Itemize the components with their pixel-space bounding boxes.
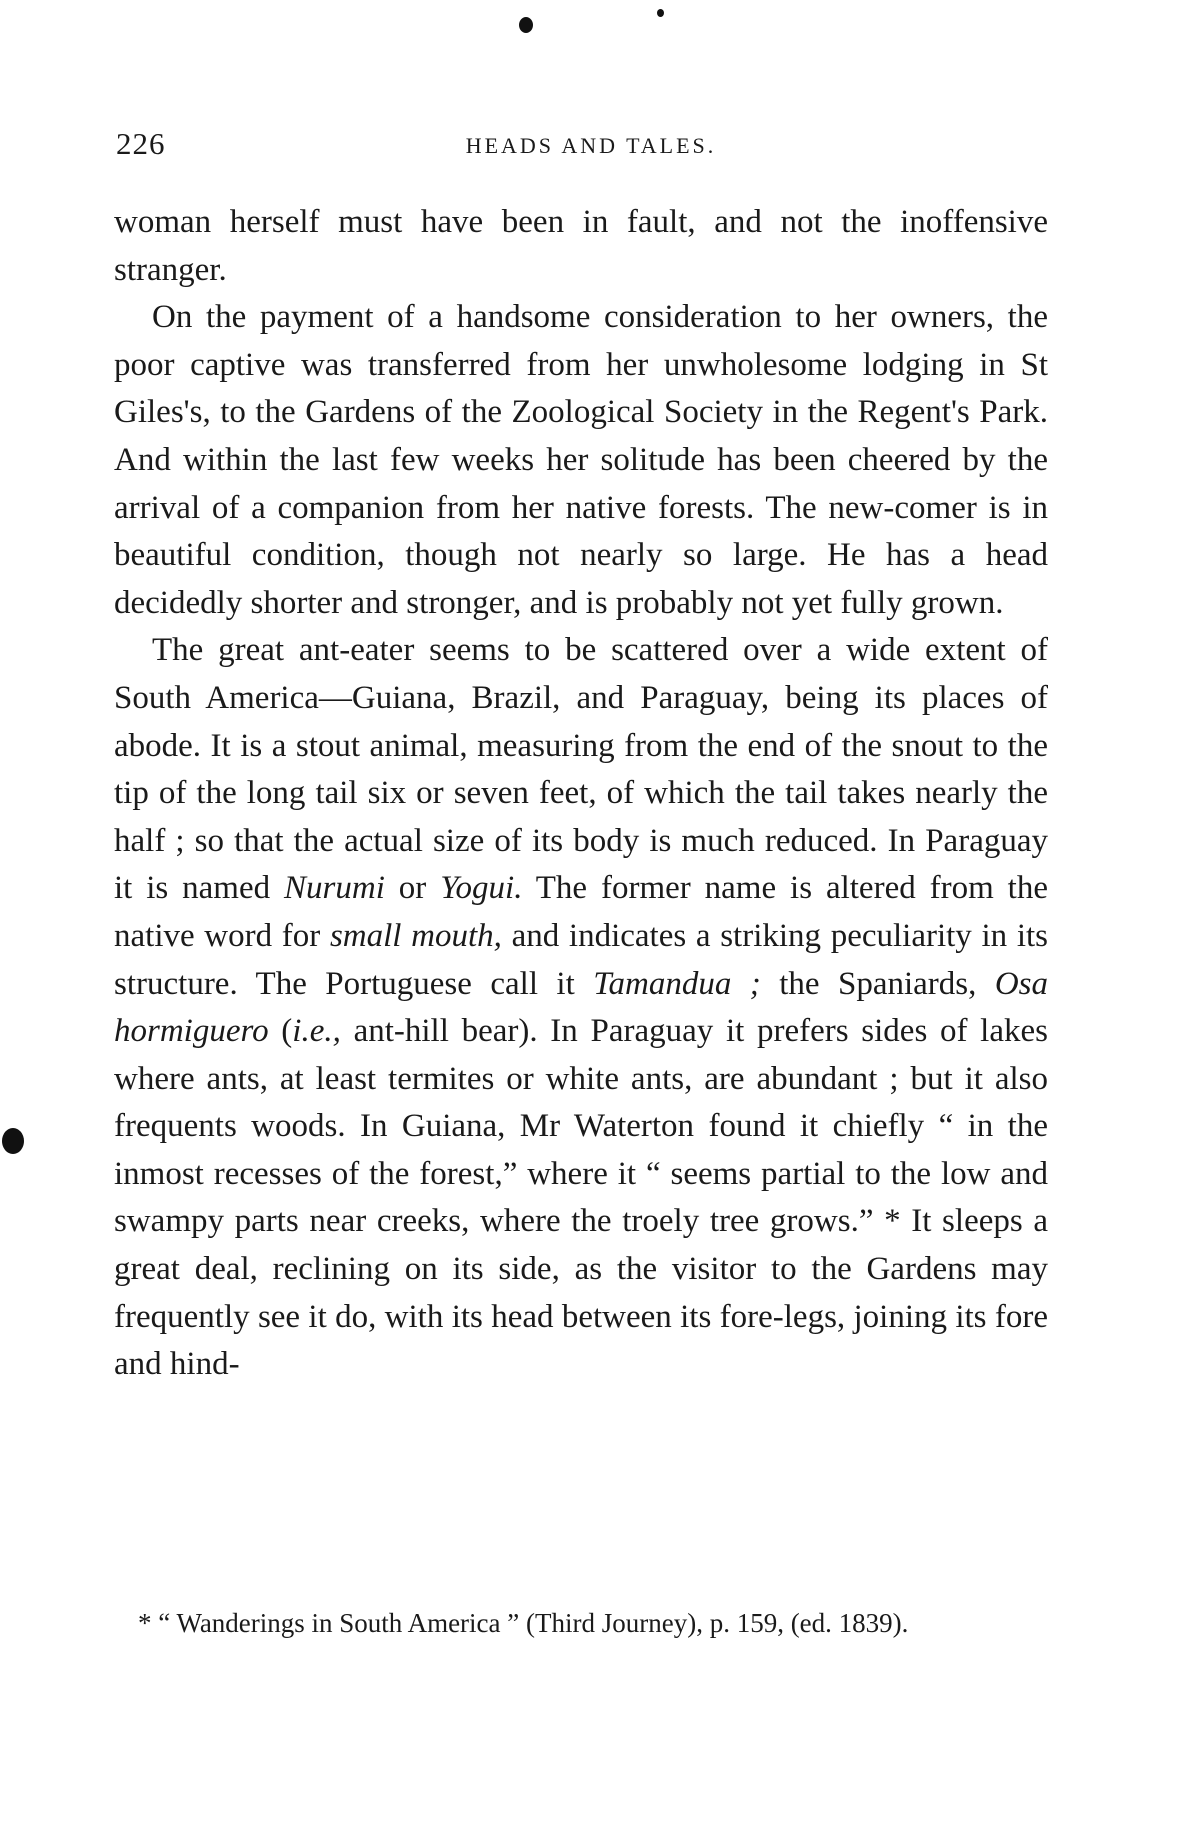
page-header [116,126,1046,166]
paragraph: On the payment of a handsome consideration to her owners, the poor captive was transferred from her unwholesome lodging in St Giles's, to the Gardens of the Zoological Society in the Regent's Park. And within the last few weeks her solitude has been cheered by the arrival of a companion from her native forests. The new-comer is in beautiful condition, though not nearly so large. He has a head decidedly shorter and stronger, and is probably not yet fully grown. [114,299,1048,621]
italic-term: Nurumi [284,870,385,907]
ink-speck [519,17,533,33]
italic-term: Yogui. [440,870,523,907]
ink-speck [657,9,664,17]
body-text [114,199,1048,1389]
paragraph: woman herself must have been in fault, and not the inoffensive stranger. [114,204,1048,288]
ink-speck [2,1128,24,1154]
footnote-text: * “ Wanderings in South America ” (Third Journey), p. 159, (ed. 1839). [138,1608,909,1638]
text-run: ( [268,1013,293,1050]
footnote [114,1603,1048,1643]
text-run: The great ant-eater seems to be scattered over a wide extent of South America—Guiana, Brazil, and Paraguay, being its places of abode. It is a stout animal, measuring from the end of the snout to the tip of the long tail six or seven feet, of which the tail takes nearly the half ; so that the actual size of its body is much reduced. In Paraguay it is named [114,632,1048,907]
running-title: HEADS AND TALES. [465,133,717,158]
text-run: and indicates a striking peculiarity in its structure. The Portuguese call it [114,917,1049,1002]
italic-term: Tamandua ; [593,965,761,1002]
text-run: or [384,870,441,907]
italic-term: Osa hormiguero [114,965,1048,1050]
paragraph [114,627,1048,1389]
text-run: the Spaniards, [760,965,995,1002]
italic-term: small mouth, [329,917,502,954]
text-run: The former name is altered from the native word for [114,870,1048,954]
italic-term: i.e., [292,1013,341,1050]
text-run: ant-hill bear). In Paraguay it prefers sides of lakes where ants, at least termites or white ants, are abundant ; but it also frequents woods. In Guiana, Mr Waterton found it chiefly “ in the inmost recesses of the forest,” where it “ seems partial to the low and swampy parts near creeks, where the troely tree grows.” * It sleeps a great deal, reclining on its side, as the visitor to the Gardens may frequently see it do, with its head between its fore-legs, joining its fore and hind- [114,1013,1048,1383]
page-number: 226 [116,126,166,161]
